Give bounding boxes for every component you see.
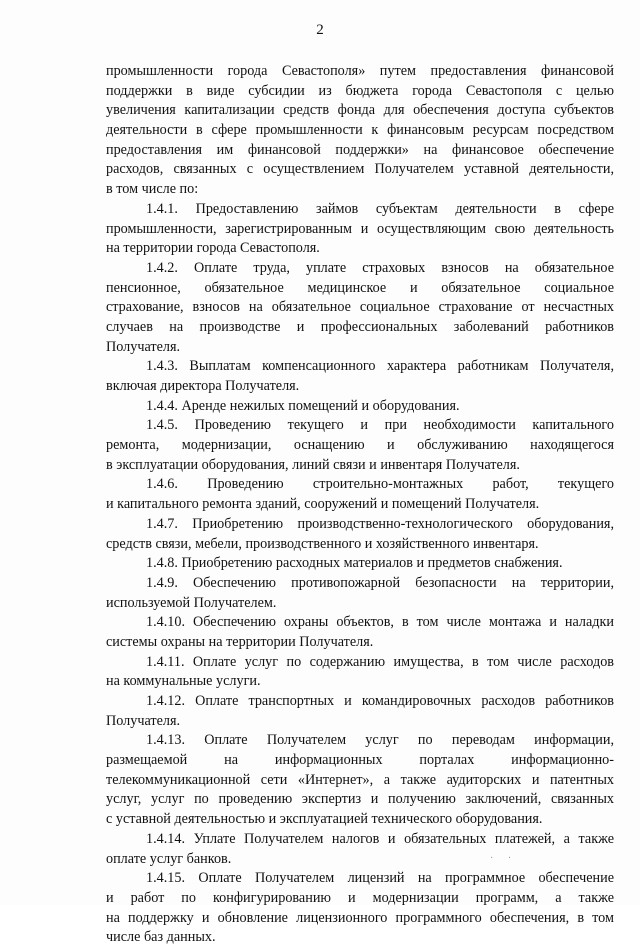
text-line: числе баз данных. <box>106 929 216 946</box>
text-line: промышленности, зарегистрированным и осуществляющим свою деятельность <box>106 220 614 237</box>
list-item <box>106 692 614 731</box>
text-line: в том числе по: <box>106 181 199 198</box>
list-item <box>106 357 614 396</box>
text-line: 1.4.3. Выплатам компенсационного характера работникам Получателя, <box>146 358 614 375</box>
text-line: 1.4.11. Оплате услуг по содержанию имущества, в том числе расходов <box>146 653 614 670</box>
text-line: предоставления им финансовой поддержки» на финансовое обеспечение <box>106 141 614 158</box>
text-line: 1.4.6. Проведению строительно-монтажных работ, текущего <box>146 476 614 493</box>
text-line: системы охраны на территории Получателя. <box>106 633 374 650</box>
list-item <box>106 416 614 475</box>
scan-specks: · · <box>490 853 518 864</box>
text-line: ремонта, модернизации, оснащению и обслуживанию находящегося <box>106 437 614 454</box>
document-body <box>106 62 614 948</box>
text-line: с уставной деятельностью и эксплуатацией технического оборудования. <box>106 811 543 828</box>
text-line: поддержки в виде субсидии из бюджета города Севастополя с целью <box>106 82 614 99</box>
text-line: 1.4.14. Уплате Получателем налогов и обязательных платежей, а также <box>146 830 614 847</box>
text-line: Получателя. <box>106 712 181 729</box>
list-item <box>106 613 614 652</box>
list-item <box>106 653 614 692</box>
text-line: на территории города Севастополя. <box>106 240 320 257</box>
list-item <box>106 515 614 554</box>
list-item <box>106 259 614 357</box>
text-line: промышленности города Севастополя» путем предоставления финансовой <box>106 63 614 79</box>
text-line: и капитального ремонта зданий, сооружений и помещений Получателя. <box>106 496 540 513</box>
list-item <box>106 830 614 869</box>
text-line: 1.4.9. Обеспечению противопожарной безопасности на территории, <box>146 574 614 591</box>
text-line: 1.4.4. Аренде нежилых помещений и оборудования. <box>146 397 460 414</box>
text-line: 1.4.13. Оплате Получателем услуг по переводам информации, <box>146 732 614 749</box>
list-item <box>106 554 614 574</box>
text-line: телекоммуникационной сети «Интернет», а также аудиторских и патентных <box>106 771 614 788</box>
text-line: используемой Получателем. <box>106 594 277 611</box>
text-line: страхование, взносов на обязательное социальное страхование от несчастных <box>106 299 614 316</box>
text-line: 1.4.10. Обеспечению охраны объектов, в том числе монтажа и наладки <box>146 614 614 631</box>
list-item <box>106 475 614 514</box>
list-item <box>106 731 614 829</box>
text-line: пенсионное, обязательное медицинское и обязательное социальное <box>106 279 614 296</box>
text-line: оплате услуг банков. <box>106 850 232 867</box>
text-line: деятельности в сфере промышленности к финансовым ресурсам посредством <box>106 122 614 139</box>
intro-paragraph <box>106 62 614 200</box>
list-item <box>106 574 614 613</box>
text-line: 1.4.7. Приобретению производственно-технологического оборудования, <box>146 515 614 532</box>
text-line: услуг, услуг по проведению экспертиз и получению заключений, связанных <box>106 791 614 808</box>
text-line: в эксплуатации оборудования, линий связи и инвентаря Получателя. <box>106 456 520 473</box>
list-item <box>106 200 614 259</box>
page-number: 2 <box>316 22 324 38</box>
text-line: 1.4.12. Оплате транспортных и командировочных расходов работников <box>146 693 614 709</box>
text-line: на коммунальные услуги. <box>106 673 261 690</box>
text-line: размещаемой на информационных порталах информационно- <box>106 752 614 769</box>
text-line: 1.4.1. Предоставлению займов субъектам деятельности в сфере <box>146 200 614 217</box>
text-line: 1.4.2. Оплате труда, уплате страховых взносов на обязательное <box>146 259 614 276</box>
text-line: на поддержку и обновление лицензионного программного обеспечения, в том <box>106 909 614 926</box>
text-line: 1.4.5. Проведению текущего и при необходимости капитального <box>146 417 614 434</box>
text-line: увеличения капитализации средств фонда для обеспечения доступа субъектов <box>106 102 614 119</box>
text-line: Получателя. <box>106 338 181 355</box>
text-line: средств связи, мебели, производственного и хозяйственного инвентаря. <box>106 535 539 552</box>
text-line: 1.4.15. Оплате Получателем лицензий на программное обеспечение <box>146 870 614 887</box>
text-line: 1.4.8. Приобретению расходных материалов и предметов снабжения. <box>146 555 563 572</box>
text-line: включая директора Получателя. <box>106 378 300 394</box>
text-line: случаев на производстве и профессиональных заболеваний работников <box>106 318 614 335</box>
text-line: и работ по конфигурированию и модернизации программ, а также <box>106 889 614 906</box>
text-line: расходов, связанных с осуществлением Получателем уставной деятельности, <box>106 161 614 178</box>
list-item <box>106 397 614 417</box>
list-item <box>106 869 614 948</box>
